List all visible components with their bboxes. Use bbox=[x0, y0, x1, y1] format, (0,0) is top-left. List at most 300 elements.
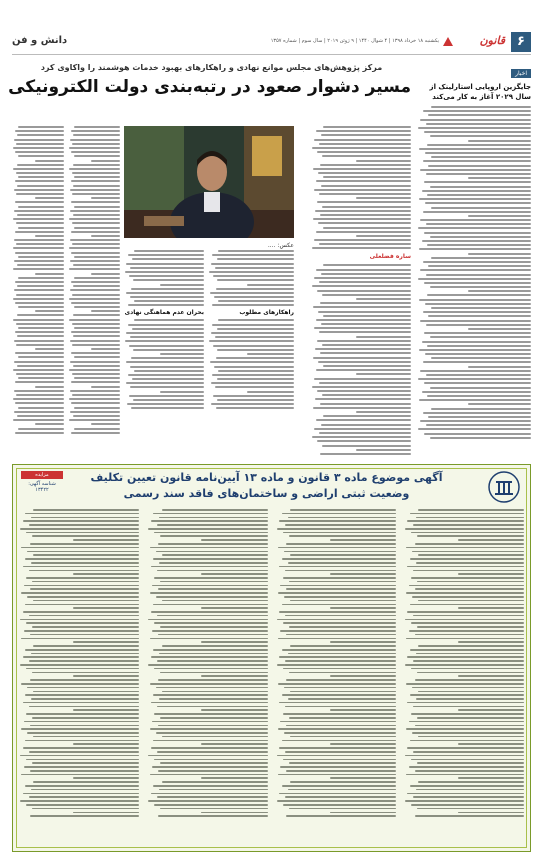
text-line bbox=[35, 423, 64, 425]
text-line bbox=[216, 407, 294, 409]
text-line bbox=[91, 235, 120, 237]
text-line bbox=[71, 302, 120, 304]
article-column-right bbox=[311, 126, 411, 455]
text-line bbox=[71, 252, 120, 254]
text-line bbox=[15, 201, 64, 203]
text-line bbox=[468, 140, 531, 142]
text-line bbox=[277, 664, 396, 666]
ad-columns bbox=[19, 509, 524, 845]
text-line bbox=[322, 294, 411, 296]
text-line bbox=[70, 260, 120, 262]
text-line bbox=[14, 340, 64, 342]
text-line bbox=[419, 299, 531, 301]
text-line bbox=[35, 160, 64, 162]
text-line bbox=[15, 331, 64, 333]
text-line bbox=[423, 261, 531, 263]
text-line bbox=[422, 341, 531, 343]
text-line bbox=[25, 740, 139, 742]
text-line bbox=[279, 793, 396, 795]
article-body-text bbox=[311, 126, 411, 249]
text-line bbox=[317, 340, 411, 342]
text-line bbox=[218, 319, 294, 321]
text-line bbox=[283, 532, 396, 534]
text-line bbox=[151, 611, 268, 613]
text-line bbox=[13, 218, 64, 220]
sidebar-tag: اخبار bbox=[511, 69, 531, 78]
text-line bbox=[23, 747, 140, 749]
text-line bbox=[17, 264, 64, 266]
text-line bbox=[153, 785, 267, 787]
text-line bbox=[18, 407, 64, 409]
text-line bbox=[320, 302, 411, 304]
text-line bbox=[73, 415, 120, 417]
text-line bbox=[201, 709, 267, 711]
text-line bbox=[413, 660, 524, 662]
text-line bbox=[356, 336, 411, 338]
text-line bbox=[23, 793, 140, 795]
text-line bbox=[424, 332, 531, 334]
text-line bbox=[201, 743, 267, 745]
text-line bbox=[134, 319, 204, 321]
text-line bbox=[21, 774, 139, 776]
text-line bbox=[410, 513, 524, 515]
text-line bbox=[31, 653, 139, 655]
text-line bbox=[18, 306, 64, 308]
text-line bbox=[406, 638, 524, 640]
text-line bbox=[405, 755, 524, 757]
article-body-text bbox=[124, 250, 204, 306]
text-line bbox=[330, 607, 396, 609]
text-line bbox=[213, 395, 294, 397]
text-line bbox=[278, 683, 396, 685]
text-line bbox=[162, 600, 268, 602]
text-line bbox=[154, 532, 267, 534]
text-line bbox=[33, 645, 139, 647]
text-line bbox=[160, 284, 204, 286]
text-line bbox=[280, 766, 395, 768]
text-line bbox=[215, 336, 294, 338]
text-line bbox=[158, 634, 267, 636]
text-line bbox=[69, 298, 120, 300]
text-line bbox=[212, 304, 294, 306]
text-line bbox=[427, 345, 531, 347]
text-line bbox=[23, 520, 140, 522]
text-line bbox=[288, 653, 396, 655]
text-line bbox=[428, 416, 531, 418]
text-line bbox=[406, 592, 524, 594]
text-line bbox=[23, 656, 140, 658]
text-line bbox=[289, 672, 396, 674]
text-line bbox=[73, 812, 139, 814]
text-line bbox=[14, 239, 64, 241]
text-line bbox=[74, 126, 120, 128]
text-line bbox=[426, 123, 531, 125]
text-line bbox=[159, 517, 267, 519]
text-line bbox=[314, 189, 411, 191]
text-line bbox=[217, 328, 294, 330]
text-line bbox=[211, 263, 294, 265]
text-line bbox=[69, 398, 120, 400]
text-line bbox=[321, 273, 411, 275]
text-line bbox=[72, 243, 120, 245]
text-line bbox=[323, 365, 411, 367]
text-line bbox=[431, 106, 531, 108]
text-line bbox=[18, 206, 64, 208]
text-line bbox=[209, 271, 294, 273]
text-line bbox=[18, 356, 64, 358]
text-line bbox=[72, 323, 120, 325]
text-line bbox=[151, 702, 268, 704]
text-line bbox=[315, 398, 411, 400]
text-line bbox=[420, 320, 531, 322]
text-line bbox=[70, 189, 120, 191]
article-headline: مسیر دشوار صعود در رتبه‌بندی دولت الکترونیکی bbox=[8, 77, 411, 97]
text-line bbox=[468, 215, 531, 217]
text-line bbox=[158, 588, 267, 590]
text-line bbox=[407, 793, 524, 795]
text-line bbox=[468, 253, 531, 255]
text-line bbox=[290, 509, 396, 511]
text-line bbox=[162, 736, 268, 738]
text-line bbox=[71, 180, 120, 182]
text-line bbox=[130, 336, 204, 338]
text-line bbox=[23, 702, 140, 704]
text-line bbox=[73, 314, 120, 316]
text-line bbox=[321, 134, 411, 136]
text-line bbox=[33, 736, 139, 738]
text-line bbox=[430, 135, 531, 137]
text-line bbox=[425, 202, 531, 204]
text-line bbox=[21, 547, 139, 549]
text-line bbox=[18, 277, 64, 279]
article-subheading: بحران عدم هماهنگی نهادی bbox=[124, 309, 204, 317]
text-line bbox=[25, 649, 139, 651]
text-line bbox=[278, 638, 396, 640]
text-line bbox=[411, 532, 524, 534]
text-line bbox=[416, 653, 524, 655]
text-line bbox=[279, 747, 396, 749]
text-line bbox=[73, 641, 139, 643]
text-line bbox=[74, 407, 120, 409]
text-line bbox=[427, 244, 531, 246]
text-line bbox=[150, 547, 268, 549]
text-line bbox=[322, 206, 411, 208]
text-line bbox=[423, 311, 531, 313]
text-line bbox=[17, 335, 64, 337]
text-line bbox=[17, 214, 64, 216]
text-line bbox=[150, 638, 268, 640]
text-line bbox=[16, 222, 64, 224]
ad-column bbox=[147, 509, 267, 845]
text-line bbox=[247, 284, 294, 286]
text-line bbox=[322, 445, 411, 447]
text-line bbox=[289, 535, 396, 537]
text-line bbox=[218, 300, 294, 302]
text-line bbox=[18, 126, 64, 128]
text-line bbox=[130, 267, 204, 269]
text-line bbox=[18, 227, 64, 229]
text-line bbox=[157, 751, 268, 753]
text-line bbox=[160, 391, 204, 393]
text-line bbox=[322, 155, 411, 157]
text-line bbox=[32, 808, 139, 810]
text-line bbox=[73, 285, 120, 287]
text-line bbox=[468, 177, 531, 179]
text-line bbox=[458, 641, 524, 643]
text-line bbox=[420, 269, 531, 271]
text-line bbox=[25, 694, 139, 696]
text-line bbox=[157, 524, 268, 526]
text-line bbox=[288, 789, 396, 791]
text-line bbox=[154, 622, 267, 624]
text-line bbox=[424, 282, 531, 284]
text-line bbox=[330, 812, 396, 814]
text-line bbox=[285, 524, 396, 526]
text-line bbox=[71, 352, 120, 354]
text-line bbox=[286, 679, 395, 681]
text-line bbox=[126, 292, 204, 294]
text-line bbox=[17, 164, 64, 166]
text-line bbox=[26, 713, 139, 715]
text-line bbox=[285, 660, 396, 662]
text-line bbox=[74, 227, 120, 229]
text-line bbox=[150, 728, 268, 730]
text-line bbox=[33, 600, 139, 602]
text-line bbox=[356, 449, 411, 451]
text-line bbox=[422, 240, 531, 242]
text-line bbox=[289, 581, 396, 583]
text-line bbox=[412, 732, 524, 734]
text-line bbox=[74, 277, 120, 279]
text-line bbox=[330, 709, 396, 711]
text-line bbox=[277, 800, 396, 802]
text-line bbox=[416, 517, 524, 519]
text-line bbox=[319, 143, 411, 145]
text-line bbox=[21, 683, 139, 685]
text-line bbox=[330, 743, 396, 745]
text-line bbox=[69, 147, 120, 149]
text-line bbox=[159, 653, 267, 655]
text-line bbox=[290, 645, 396, 647]
text-line bbox=[318, 361, 411, 363]
article-body-text bbox=[68, 126, 120, 434]
text-line bbox=[315, 348, 411, 350]
text-line bbox=[424, 433, 531, 435]
text-line bbox=[283, 759, 396, 761]
text-line bbox=[20, 800, 139, 802]
text-line bbox=[30, 725, 139, 727]
ad-title-line1: آگهی موضوع ماده ۳ قانون و ماده ۱۳ آیین‌نامه قانون تعیین تکلیف bbox=[90, 471, 443, 484]
text-line bbox=[26, 668, 139, 670]
text-line bbox=[290, 736, 396, 738]
text-line bbox=[73, 675, 139, 677]
sidebar-body-text bbox=[417, 106, 531, 439]
text-line bbox=[415, 588, 524, 590]
text-line bbox=[468, 403, 531, 405]
text-line bbox=[18, 176, 64, 178]
text-line bbox=[407, 702, 524, 704]
text-line bbox=[424, 131, 531, 133]
text-line bbox=[32, 762, 139, 764]
sidebar-headline: جایگزین اروپایی استارلینک از سال ۲۰۲۹ آغاز به کار می‌کند bbox=[429, 83, 531, 101]
text-line bbox=[30, 679, 139, 681]
text-line bbox=[418, 127, 531, 129]
text-line bbox=[128, 324, 204, 326]
text-line bbox=[30, 543, 139, 545]
text-line bbox=[426, 223, 531, 225]
text-line bbox=[431, 257, 531, 259]
text-line bbox=[30, 815, 139, 817]
text-line bbox=[134, 300, 204, 302]
article-body-text bbox=[208, 250, 294, 306]
text-line bbox=[91, 160, 120, 162]
text-line bbox=[285, 570, 396, 572]
text-line bbox=[16, 394, 64, 396]
text-line bbox=[322, 344, 411, 346]
text-line bbox=[20, 619, 139, 621]
text-line bbox=[162, 691, 268, 693]
text-line bbox=[73, 134, 120, 136]
text-line bbox=[410, 649, 524, 651]
text-line bbox=[73, 607, 139, 609]
text-line bbox=[156, 687, 268, 689]
text-line bbox=[278, 728, 396, 730]
text-line bbox=[314, 428, 411, 430]
text-line bbox=[211, 382, 294, 384]
text-line bbox=[126, 361, 204, 363]
text-line bbox=[411, 804, 524, 806]
text-line bbox=[419, 399, 531, 401]
text-line bbox=[73, 743, 139, 745]
text-line bbox=[415, 634, 524, 636]
text-line bbox=[356, 298, 411, 300]
text-line bbox=[288, 698, 396, 700]
text-line bbox=[71, 151, 120, 153]
text-line bbox=[13, 268, 64, 270]
text-line bbox=[214, 296, 294, 298]
text-line bbox=[17, 134, 64, 136]
text-line bbox=[314, 378, 411, 380]
text-line bbox=[32, 535, 139, 537]
text-line bbox=[15, 180, 64, 182]
text-line bbox=[16, 193, 64, 195]
text-line bbox=[71, 432, 120, 434]
text-line bbox=[91, 423, 120, 425]
text-line bbox=[418, 554, 524, 556]
text-line bbox=[150, 774, 268, 776]
text-line bbox=[286, 770, 395, 772]
article-subheading: راهکارهای مطلوب bbox=[239, 309, 294, 317]
text-line bbox=[405, 528, 524, 530]
text-line bbox=[72, 294, 120, 296]
text-line bbox=[128, 304, 204, 306]
text-line bbox=[14, 189, 64, 191]
text-line bbox=[74, 206, 120, 208]
text-line bbox=[217, 378, 294, 380]
text-line bbox=[153, 694, 267, 696]
ad-column bbox=[276, 509, 396, 845]
text-line bbox=[32, 672, 139, 674]
text-line bbox=[33, 781, 139, 783]
text-line bbox=[30, 634, 139, 636]
text-line bbox=[418, 428, 531, 430]
text-line bbox=[415, 543, 524, 545]
text-line bbox=[417, 626, 524, 628]
text-line bbox=[13, 419, 64, 421]
text-line bbox=[282, 649, 396, 651]
text-line bbox=[74, 256, 120, 258]
text-line bbox=[201, 607, 267, 609]
text-line bbox=[154, 804, 267, 806]
text-line bbox=[30, 770, 139, 772]
text-line bbox=[153, 513, 267, 515]
text-line bbox=[285, 706, 396, 708]
text-line bbox=[320, 214, 411, 216]
text-line bbox=[162, 554, 268, 556]
text-line bbox=[428, 315, 531, 317]
text-line bbox=[323, 315, 411, 317]
text-line bbox=[356, 160, 411, 162]
text-line bbox=[16, 243, 64, 245]
text-line bbox=[29, 706, 140, 708]
ad-code: شناسه آگهی: ۱۳۴۲۲ bbox=[28, 481, 56, 493]
text-line bbox=[417, 808, 524, 810]
text-line bbox=[159, 698, 267, 700]
text-line bbox=[18, 428, 64, 430]
text-line bbox=[209, 340, 294, 342]
text-line bbox=[32, 626, 139, 628]
article-body-text bbox=[124, 319, 204, 409]
text-line bbox=[417, 672, 524, 674]
text-line bbox=[213, 275, 294, 277]
text-line bbox=[330, 641, 396, 643]
text-line bbox=[413, 615, 524, 617]
text-line bbox=[412, 596, 524, 598]
text-line bbox=[286, 725, 395, 727]
text-line bbox=[13, 298, 64, 300]
text-line bbox=[13, 369, 64, 371]
text-line bbox=[415, 770, 524, 772]
text-line bbox=[35, 386, 64, 388]
text-line bbox=[156, 596, 268, 598]
text-line bbox=[426, 424, 531, 426]
text-line bbox=[413, 796, 524, 798]
text-line bbox=[29, 660, 140, 662]
text-line bbox=[154, 713, 267, 715]
text-line bbox=[131, 407, 204, 409]
text-line bbox=[409, 766, 524, 768]
text-line bbox=[21, 592, 139, 594]
text-line bbox=[409, 630, 524, 632]
text-line bbox=[129, 345, 204, 347]
text-line bbox=[426, 374, 531, 376]
text-line bbox=[91, 386, 120, 388]
text-line bbox=[69, 218, 120, 220]
text-line bbox=[282, 785, 396, 787]
text-line bbox=[17, 285, 64, 287]
text-line bbox=[356, 197, 411, 199]
text-line bbox=[285, 615, 396, 617]
text-line bbox=[288, 562, 396, 564]
text-line bbox=[212, 254, 294, 256]
text-line bbox=[91, 197, 120, 199]
text-line bbox=[217, 399, 294, 401]
text-line bbox=[282, 513, 396, 515]
newspaper-logo: قانون bbox=[479, 34, 505, 47]
text-line bbox=[31, 698, 139, 700]
text-line bbox=[431, 408, 531, 410]
article-column-left-2 bbox=[68, 126, 120, 434]
